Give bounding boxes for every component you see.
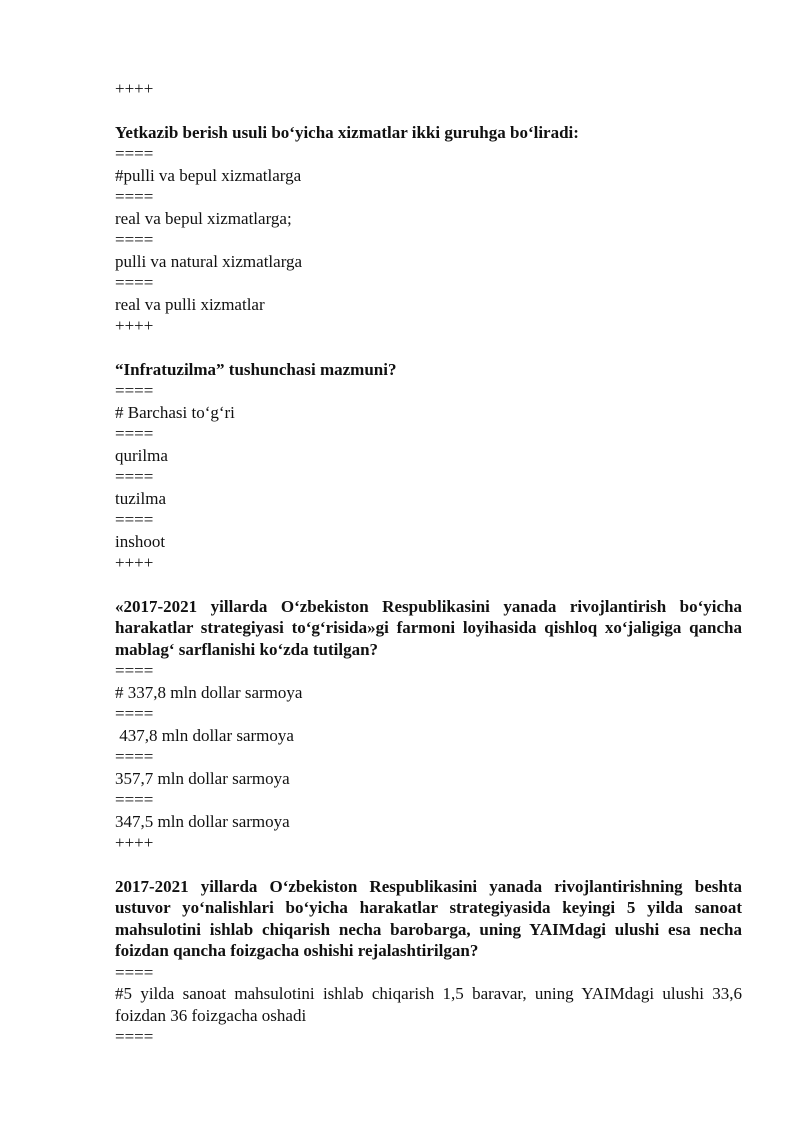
question-text: “Infratuzilma” tushunchasi mazmuni? [115,359,397,379]
separator-equals: ==== [115,790,154,809]
separator-equals: ==== [115,962,154,982]
answer-option: # 337,8 mln dollar sarmoya [115,682,303,702]
answer-option: real va pulli xizmatlar [115,294,265,314]
separator-plus: ++++ [115,833,154,852]
answer-option: 347,5 mln dollar sarmoya [115,811,290,831]
question-block [115,596,742,854]
question-text: Yetkazib berish usuli bo‘yicha xizmatlar ikki guruhga bo‘liradi: [115,122,579,142]
answer-option: #5 yilda sanoat mahsulotini ishlab chiqarish 1,5 baravar, uning YAIMdagi ulushi 33,6 foizdan 36 foizgacha oshadi [115,984,742,1025]
document-page [115,78,742,1048]
question-block [115,876,742,1048]
separator-equals: ==== [115,144,154,163]
separator-equals: ==== [115,187,154,206]
question-text: 2017-2021 yillarda O‘zbekiston Respublikasini yanada rivojlantirishning beshta ustuvor yo‘nalishlari bo‘yicha harakatlar strategiyasida keyingi 5 yilda sanoat mahsulotini ishlab chiqarish necha barobarga, uning YAIMdagi ulushi esa necha foizdan qancha foizgacha oshishi rejalashtirilgan? [115,876,742,960]
answer-option: #pulli va bepul xizmatlarga [115,165,302,185]
answer-option: qurilma [115,445,168,465]
separator-equals: ==== [115,1027,154,1046]
answer-option: 357,7 mln dollar sarmoya [115,768,290,788]
answer-option: inshoot [115,531,166,551]
answer-option: pulli va natural xizmatlarga [115,251,303,271]
answer-option: real va bepul xizmatlarga; [115,208,292,228]
separator-equals: ==== [115,467,154,486]
answer-option: # Barchasi to‘g‘ri [115,402,235,422]
separator-equals: ==== [115,424,154,443]
separator-equals: ==== [115,381,154,400]
answer-option: tuzilma [115,488,166,508]
separator-equals: ==== [115,510,154,529]
question-block [115,122,742,337]
separator-plus: ++++ [115,79,154,98]
question-block [115,359,742,574]
separator-equals: ==== [115,661,154,680]
answer-option: 437,8 mln dollar sarmoya [115,725,294,745]
separator-plus: ++++ [115,316,154,335]
separator-plus: ++++ [115,553,154,572]
separator-equals: ==== [115,273,154,292]
separator-equals: ==== [115,704,154,723]
separator-equals: ==== [115,230,154,249]
question-text: «2017-2021 yillarda O‘zbekiston Respublikasini yanada rivojlantirish bo‘yicha harakatlar strategiyasi to‘g‘risida»gi farmoni loyihasida qishloq xo‘jaligiga qancha mablag‘ sarflanishi ko‘zda tutilgan? [115,596,742,659]
separator-equals: ==== [115,747,154,766]
